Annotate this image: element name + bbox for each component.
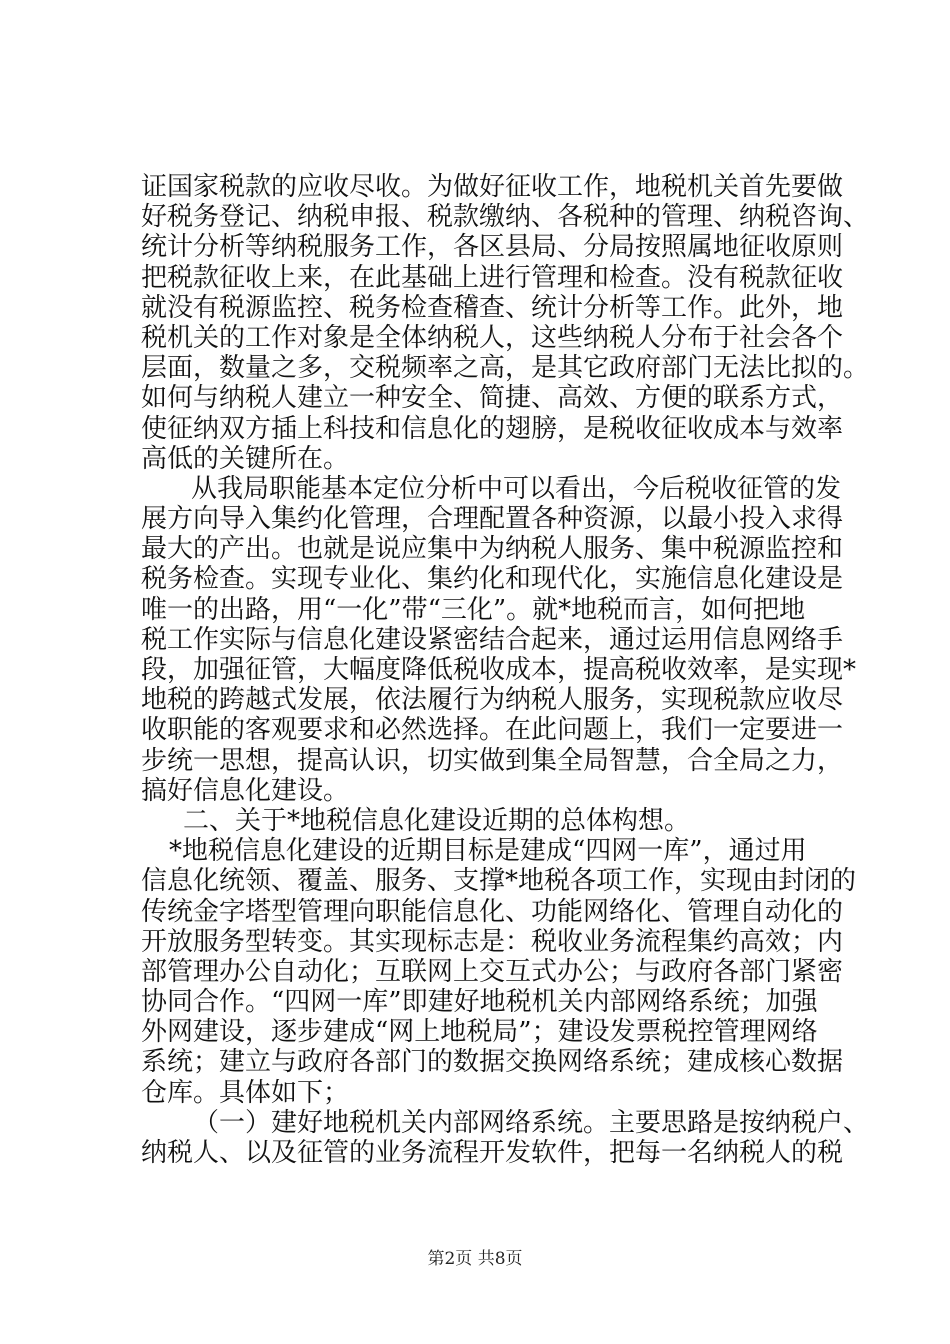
section-heading: 二、关于*地税信息化建设近期的总体构想。: [183, 805, 691, 836]
text-line: 纳税人、以及征管的业务流程开发软件，把每一名纳税人的税: [141, 1138, 844, 1168]
text-line: 协同合作。“四网一库”即建好地税机关内部网络系统；加强: [141, 987, 818, 1018]
text-line: 地税的跨越式发展，依法履行为纳税人服务，实现税款应收尽: [141, 685, 844, 716]
text-line: 使征纳双方插上科技和信息化的翅膀，是税收征收成本与效率: [141, 413, 844, 444]
text-line: 好税务登记、纳税申报、税款缴纳、各税种的管理、纳税咨询、: [141, 202, 870, 233]
text-line: 证国家税款的应收尽收。为做好征收工作，地税机关首先要做: [141, 172, 844, 202]
text-line: 统计分析等纳税服务工作，各区县局、分局按照属地征收原则: [141, 232, 844, 263]
document-body: [141, 172, 870, 1168]
paragraph-first-line: *地税信息化建设的近期目标是建成“四网一库”，通过用: [169, 836, 807, 867]
text-line: 信息化统领、覆盖、服务、支撑*地税各项工作，实现由封闭的: [141, 866, 857, 897]
text-line: 就没有税源监控、税务检查稽查、统计分析等工作。此外，地: [141, 292, 844, 323]
text-line: 层面，数量之多，交税频率之高，是其它政府部门无法比拟的。: [141, 353, 870, 384]
text-line: 如何与纳税人建立一种安全、简捷、高效、方便的联系方式，: [141, 383, 844, 414]
text-line: 传统金字塔型管理向职能信息化、功能网络化、管理自动化的: [141, 896, 844, 927]
text-line: 开放服务型转变。其实现标志是：税收业务流程集约高效；内: [141, 926, 844, 957]
text-line: 唯一的出路，用“一化”带“三化”。就*地税而言，如何把地: [141, 594, 806, 625]
page-footer: 第2页 共8页: [427, 1249, 523, 1269]
text-line: 部管理办公自动化；互联网上交互式办公；与政府各部门紧密: [141, 956, 844, 987]
text-line: 展方向导入集约化管理，合理配置各种资源，以最小投入求得: [141, 504, 844, 535]
text-line: 最大的产出。也就是说应集中为纳税人服务、集中税源监控和: [141, 534, 844, 565]
text-line: 段，加强征管，大幅度降低税收成本，提高税收效率，是实现*: [141, 655, 857, 685]
text-line: 步统一思想，提高认识，切实做到集全局智慧，合全局之力，: [141, 745, 844, 776]
text-line: 外网建设，逐步建成“网上地税局”；建设发票税控管理网络: [141, 1017, 818, 1048]
text-line: 高低的关键所在。: [141, 443, 350, 474]
text-line: 税机关的工作对象是全体纳税人，这些纳税人分布于社会各个: [141, 322, 844, 353]
text-line: 搞好信息化建设。: [141, 775, 350, 806]
paragraph-first-line: （一）建好地税机关内部网络系统。主要思路是按纳税户、: [193, 1107, 870, 1138]
text-line: 税工作实际与信息化建设紧密结合起来，通过运用信息网络手: [141, 624, 844, 655]
text-line: 收职能的客观要求和必然选择。在此问题上，我们一定要进一: [141, 715, 844, 746]
text-line: 把税款征收上来，在此基础上进行管理和检查。没有税款征收: [141, 262, 844, 293]
text-line: 仓库。具体如下；: [141, 1077, 350, 1108]
text-line: 系统；建立与政府各部门的数据交换网络系统；建成核心数据: [141, 1047, 844, 1078]
paragraph-first-line: 从我局职能基本定位分析中可以看出，今后税收征管的发: [191, 473, 842, 504]
text-line: 税务检查。实现专业化、集约化和现代化，实施信息化建设是: [141, 564, 844, 595]
